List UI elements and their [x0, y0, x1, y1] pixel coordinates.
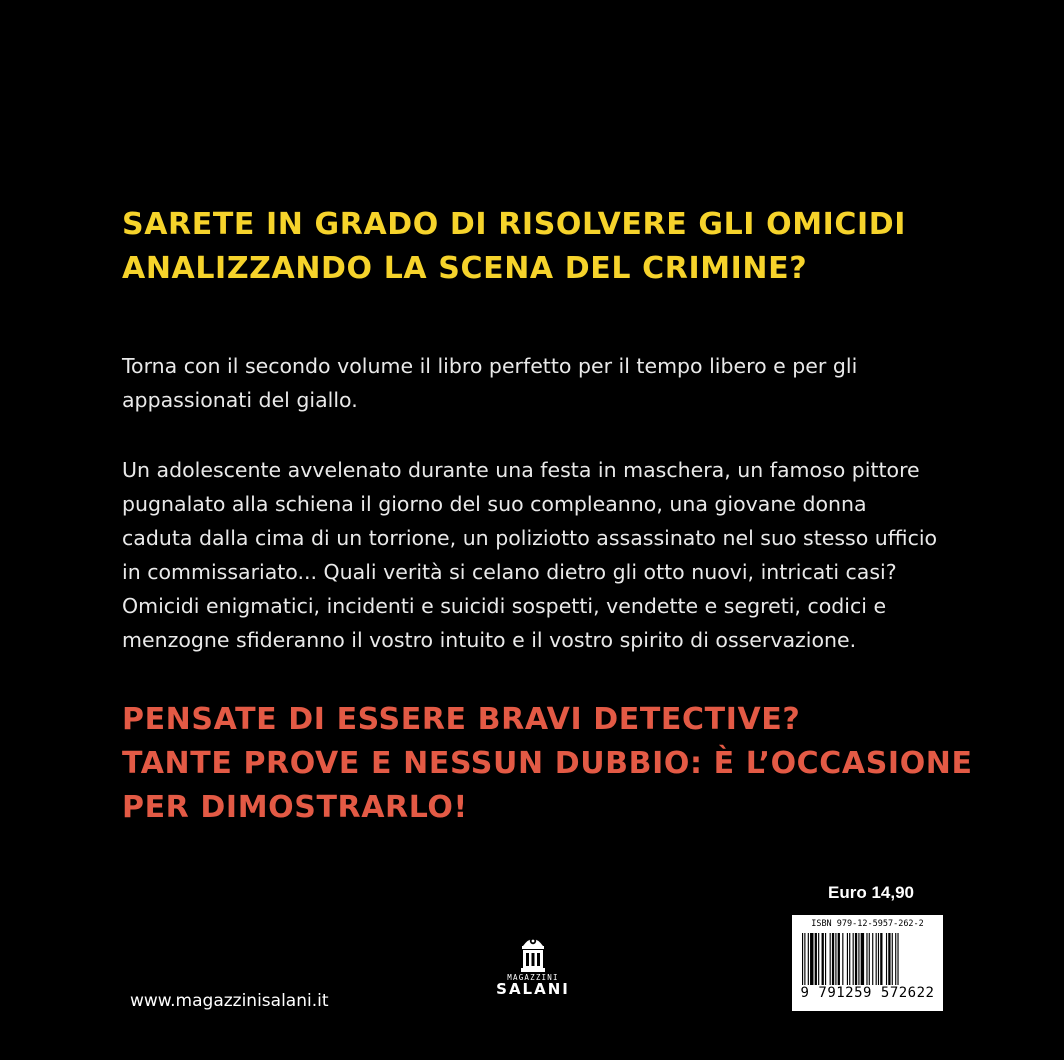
ean-digits: 9 791259 572622 — [800, 985, 935, 1001]
barcode-bar — [802, 933, 803, 985]
synopsis-paragraph-line: caduta dalla cima di un torrione, un poliziotto assassinato nel suo stesso ufficio — [122, 526, 938, 550]
publisher-logo — [494, 932, 572, 1010]
price-label: Euro 14,90 — [828, 883, 914, 902]
synopsis-paragraph-line: Un adolescente avvelenato durante una festa in maschera, un famoso pittore — [122, 458, 920, 482]
barcode-bar — [822, 933, 824, 985]
headline-challenge-line: PENSATE DI ESSERE BRAVI DETECTIVE? — [122, 702, 801, 737]
tower-emblem-icon — [519, 932, 547, 972]
barcode-bar — [878, 933, 879, 985]
barcode-bar — [880, 933, 882, 985]
isbn-label: ISBN 979-12-5957-262-2 — [811, 919, 924, 929]
isbn-barcode — [792, 915, 943, 1011]
headline-question — [122, 203, 906, 291]
synopsis-paragraph-line: menzogne sfideranno il vostro intuito e il vostro spirito di osservazione. — [122, 628, 857, 652]
barcode-bar — [897, 933, 898, 985]
barcode-bar — [818, 933, 819, 985]
barcode-bar — [808, 933, 809, 985]
logo-text-top: MAGAZZINI — [507, 973, 559, 982]
barcode-bar — [888, 933, 890, 985]
barcode-bar — [895, 933, 896, 985]
barcode-bar — [838, 933, 840, 985]
barcode-bar — [876, 933, 877, 985]
headline-challenge-line: PER DIMOSTRARLO! — [122, 790, 468, 825]
barcode-bar — [892, 933, 893, 985]
barcode-bar — [872, 933, 873, 985]
barcode-bar — [835, 933, 836, 985]
barcode-bar — [861, 933, 864, 985]
headline-question-line: ANALIZZANDO LA SCENA DEL CRIMINE? — [122, 251, 808, 286]
synopsis-paragraph — [122, 453, 952, 657]
barcode-bar — [847, 933, 848, 985]
barcode-bar — [866, 933, 867, 985]
intro-paragraph-line: Torna con il secondo volume il libro perfetto per il tempo libero e per gli — [122, 354, 858, 378]
barcode-bar — [830, 933, 831, 985]
barcode-bar — [855, 933, 857, 985]
headline-challenge — [122, 698, 973, 830]
logo-text-bottom: SALANI — [496, 980, 570, 998]
synopsis-paragraph-line: pugnalato alla schiena il giorno del suo compleanno, una giovane donna — [122, 492, 867, 516]
barcode-bar — [825, 933, 826, 985]
barcode-bars — [800, 933, 935, 985]
headline-challenge-line: TANTE PROVE E NESSUN DUBBIO: È L’OCCASIONE — [122, 746, 973, 781]
barcode-bar — [853, 933, 854, 985]
synopsis-paragraph-line: in commissariato... Quali verità si celano dietro gli otto nuovi, intricati casi? — [122, 560, 897, 584]
barcode-bar — [849, 933, 850, 985]
barcode-bar — [810, 933, 813, 985]
publisher-website: www.magazzinisalani.it — [130, 991, 329, 1011]
intro-paragraph — [122, 349, 952, 417]
synopsis-paragraph-line: Omicidi enigmatici, incidenti e suicidi sospetti, vendette e segreti, codici e — [122, 594, 887, 618]
barcode-bar — [832, 933, 834, 985]
intro-paragraph-line: appassionati del giallo. — [122, 388, 358, 412]
barcode-bar — [869, 933, 870, 985]
barcode-bar — [842, 933, 843, 985]
barcode-bar — [815, 933, 817, 985]
barcode-bar — [886, 933, 887, 985]
barcode-bar — [858, 933, 859, 985]
barcode-bar — [804, 933, 805, 985]
headline-question-line: SARETE IN GRADO DI RISOLVERE GLI OMICIDI — [122, 207, 907, 242]
